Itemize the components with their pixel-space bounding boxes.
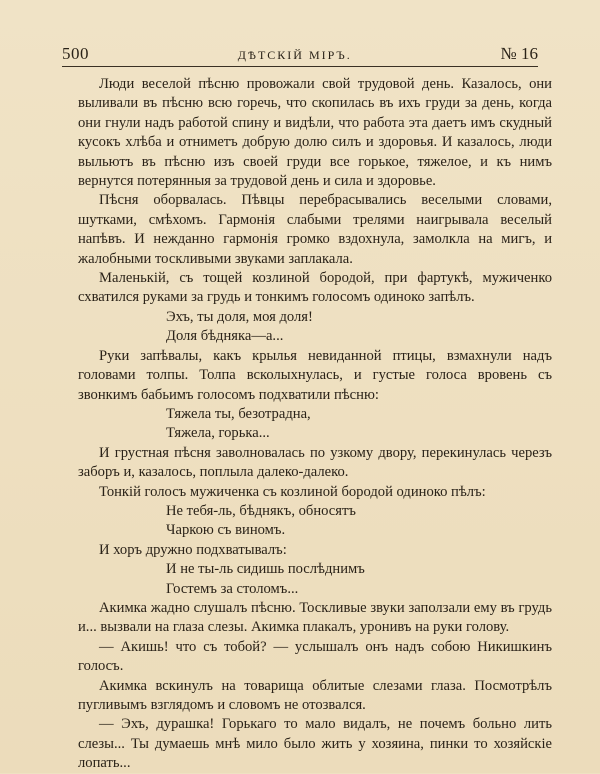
paragraph: Акимка жадно слушалъ пѣсню. Тоскливые звуки заползали ему въ грудь и... вызвали на глаза слезы. Акимка плакалъ, уронивъ на руки голову. xyxy=(78,599,552,636)
paragraph: Пѣсня оборвалась. Пѣвцы перебрасывались веселыми словами, шутками, смѣхомъ. Гармонія слабыми трелями наигрывала веселый напѣвъ. И нежданно гармонія громко вздохнула, замолкла на мигъ, и жалобными тоскливыми звуками заплакала. xyxy=(78,192,552,267)
journal-title: ДѢТСКІЙ МІРЪ. xyxy=(237,48,352,62)
verse-line: Чаркою съ виномъ. xyxy=(166,522,286,539)
paragraph: Маленькій, съ тощей козлиной бородой, при фартукѣ, мужиченко схватился руками за грудь и тонкимъ голосомъ одиноко запѣлъ. xyxy=(78,270,552,306)
verse-line: Не тебя-ль, бѣднякъ, обносятъ xyxy=(166,502,356,519)
paragraph: Люди веселой пѣсню провожали свой трудовой день. Казалось, они выливали въ пѣсню всю горечь, что скопилась въ ихъ груди за день, когда они гнули надъ работой спину и видѣли, что работа эта даетъ имъ скудный кусокъ хлѣба и отниметъ добрую долю силъ и здоровья. И казалось, люди выльютъ въ пѣсню изъ своей груди все горькое, тяжелое, и къ нимъ вернутся потерянныя за трудовой день и сила и здоровье. xyxy=(78,76,552,190)
issue-number: № 16 xyxy=(500,44,538,63)
paragraph: — Эхъ, дурашка! Горькаго то мало видалъ, не почемъ больно лить слезы... Ты думаешь мнѣ мило было жить у хозяина, пинки то хозяйскіе лопать... xyxy=(78,716,552,772)
header-rule xyxy=(62,66,538,67)
verse-line: Тяжела ты, безотрадна, xyxy=(166,405,311,422)
story-text xyxy=(78,75,552,774)
verse-line: Тяжела, горька... xyxy=(166,425,270,442)
paragraph: И хоръ дружно подхватывалъ: xyxy=(99,541,287,558)
page-number: 500 xyxy=(62,44,89,63)
paragraph: Тонкій голосъ мужиченка съ козлиной бородой одиноко пѣлъ: xyxy=(99,483,486,500)
running-header xyxy=(62,44,538,66)
paragraph: Руки запѣвалы, какъ крылья невиданной птицы, взмахнули надъ головами толпы. Толпа всколыхнулась, и густые голоса вровень съ звонкимъ бабьимъ голосомъ подхватили пѣсню: xyxy=(78,347,552,403)
verse-line: И не ты-ль сидишь послѣднимъ xyxy=(166,561,365,578)
verse-line: Эхъ, ты доля, моя доля! xyxy=(166,308,313,325)
paragraph: И грустная пѣсня заволновалась по узкому двору, перекинулась черезъ заборъ и, казалось, поплыла далеко-далеко. xyxy=(78,444,552,481)
paragraph: — Акишь! что съ тобой? — услышалъ онъ надъ собою Никишкинъ голосъ. xyxy=(78,638,552,675)
paragraph: Акимка вскинулъ на товарища облитые слезами глаза. Посмотрѣлъ пугливымъ взглядомъ и словомъ не отозвался. xyxy=(78,677,552,713)
verse-line: Гостемъ за столомъ... xyxy=(166,580,299,597)
verse-line: Доля бѣдняка—а... xyxy=(166,328,284,345)
